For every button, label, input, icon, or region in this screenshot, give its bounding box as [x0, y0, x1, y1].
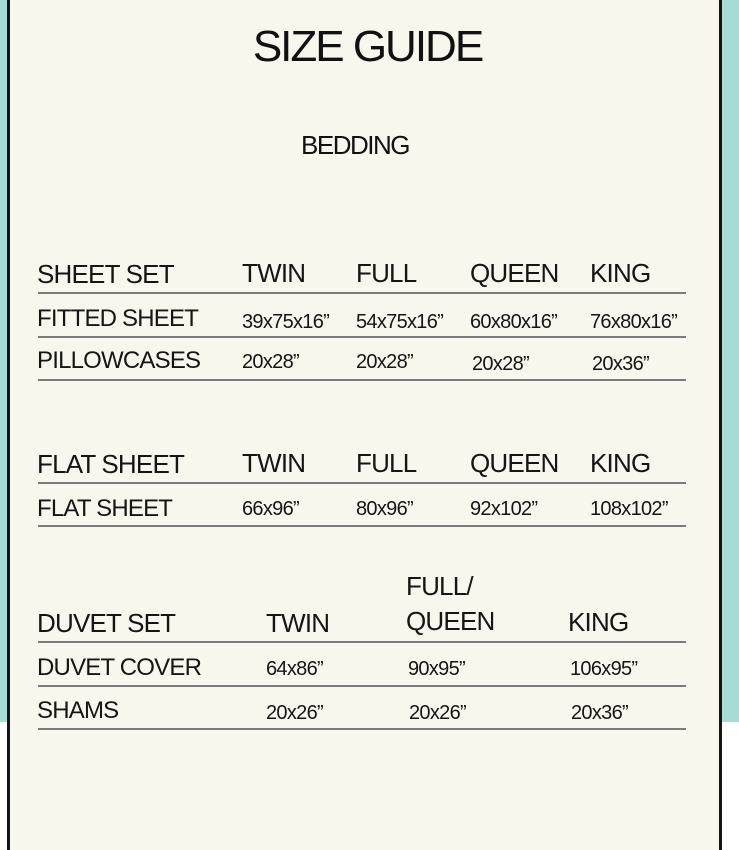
fitted-sheet-queen: 60x80x16” — [470, 311, 558, 333]
fitted-sheet-full: 54x75x16” — [356, 311, 444, 333]
duvet-cover-full-queen: 90x95” — [408, 658, 465, 680]
flat-sheet-header-twin: TWIN — [242, 448, 306, 478]
row-label-duvet-cover: DUVET COVER — [37, 654, 202, 681]
duvet-cover-twin: 64x86” — [266, 658, 323, 680]
flat-sheet-queen: 92x102” — [470, 498, 538, 520]
table-rule — [38, 525, 686, 527]
pillowcases-king: 20x36” — [592, 353, 649, 375]
flat-sheet-header-king: KING — [590, 448, 651, 478]
sheet-set-header-full: FULL — [356, 258, 417, 288]
flat-sheet-full: 80x96” — [356, 498, 413, 520]
duvet-cover-king: 106x95” — [570, 658, 638, 680]
duvet-set-header-label: DUVET SET — [37, 608, 176, 638]
flat-sheet-twin: 66x96” — [242, 498, 299, 520]
flat-sheet-header-queen: QUEEN — [470, 448, 559, 478]
duvet-set-header-king: KING — [568, 607, 629, 637]
table-rule — [38, 292, 686, 294]
section-subtitle: BEDDING — [301, 130, 409, 160]
row-label-fitted-sheet: FITTED SHEET — [37, 305, 199, 332]
fitted-sheet-twin: 39x75x16” — [242, 311, 330, 333]
duvet-set-header-twin: TWIN — [266, 608, 330, 638]
duvet-set-header-full: FULL/ — [406, 571, 473, 601]
pillowcases-queen: 20x28” — [472, 353, 529, 375]
shams-king: 20x36” — [571, 702, 628, 724]
flat-sheet-header-full: FULL — [356, 448, 417, 478]
row-label-pillowcases: PILLOWCASES — [37, 347, 201, 374]
table-rule — [38, 482, 686, 484]
fitted-sheet-king: 76x80x16” — [590, 311, 678, 333]
table-rule — [38, 685, 686, 687]
shams-full-queen: 20x26” — [409, 702, 466, 724]
table-rule — [38, 728, 686, 730]
row-label-flat-sheet: FLAT SHEET — [37, 495, 173, 522]
sheet-set-header-label: SHEET SET — [37, 259, 174, 289]
sheet-set-header-twin: TWIN — [242, 258, 306, 288]
pillowcases-twin: 20x28” — [242, 351, 299, 373]
duvet-set-header-queen: QUEEN — [406, 606, 495, 636]
table-rule — [38, 336, 686, 338]
sheet-set-header-queen: QUEEN — [470, 258, 559, 288]
pillowcases-full: 20x28” — [356, 351, 413, 373]
table-rule — [38, 641, 686, 643]
size-guide-card — [7, 0, 722, 850]
flat-sheet-king: 108x102” — [590, 498, 668, 520]
shams-twin: 20x26” — [266, 702, 323, 724]
row-label-shams: SHAMS — [37, 697, 119, 724]
table-rule — [38, 379, 686, 381]
page-title: SIZE GUIDE — [252, 22, 483, 71]
flat-sheet-header-label: FLAT SHEET — [37, 449, 185, 479]
sheet-set-header-king: KING — [590, 258, 651, 288]
